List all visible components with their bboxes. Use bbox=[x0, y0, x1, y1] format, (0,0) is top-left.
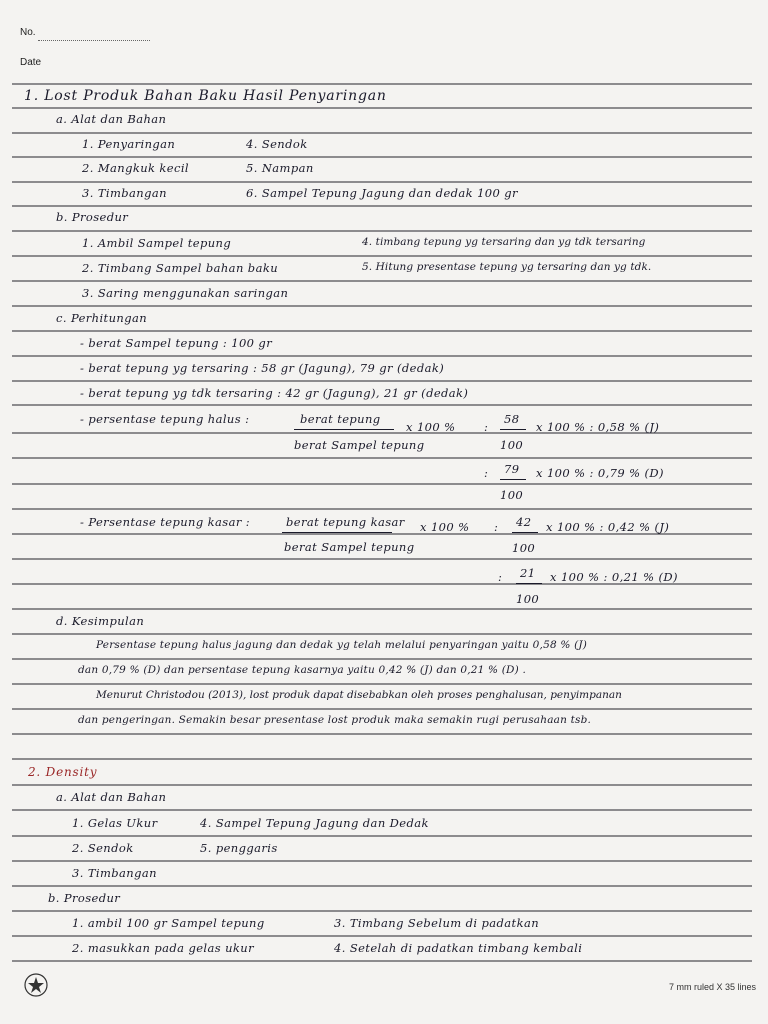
star-logo-icon bbox=[22, 972, 50, 1000]
s1-alat-item-1: 1. Penyaringan bbox=[82, 137, 176, 151]
calc-halus-numerator: berat tepung bbox=[300, 412, 381, 426]
calc-kasar-dedak-den: 100 bbox=[516, 592, 540, 606]
s1-alat-item-2: 2. Mangkuk kecil bbox=[82, 161, 189, 175]
s1-prosedur-step-4: 4. timbang tepung yg tersaring dan yg tdk tersaring bbox=[362, 236, 646, 248]
section2-prosedur-heading: b. Prosedur bbox=[48, 891, 121, 905]
s2-prosedur-step-3: 3. Timbang Sebelum di padatkan bbox=[334, 916, 540, 930]
kesimpulan-line-1: Persentase tepung halus jagung dan dedak yg telah melalui penyaringan yaitu 0,58 % (J) bbox=[96, 639, 588, 651]
calc-kasar-jagung-result: x 100 % : 0,42 % (J) bbox=[546, 520, 670, 534]
section2-title: 2. Density bbox=[28, 765, 98, 779]
kesimpulan-line-2: dan 0,79 % (D) dan persentase tepung kasarnya yaitu 0,42 % (J) dan 0,21 % (D) . bbox=[78, 664, 527, 676]
calc-halus-dedak-num: 79 bbox=[504, 462, 520, 476]
section1-perhitungan-heading: c. Perhitungan bbox=[56, 311, 148, 325]
no-dotted-line bbox=[38, 40, 150, 41]
calc-kasar-jagung-den: 100 bbox=[512, 541, 536, 555]
calc-kasar-times100: x 100 % bbox=[420, 520, 470, 534]
s2-alat-item-2: 2. Sendok bbox=[72, 841, 134, 855]
ruling-footer: 7 mm ruled X 35 lines bbox=[668, 982, 756, 992]
fraction-bar bbox=[294, 429, 394, 430]
calc-tdk-tersaring: - berat tepung yg tdk tersaring : 42 gr (Jagung), 21 gr (dedak) bbox=[80, 386, 469, 400]
calc-kasar-label: - Persentase tepung kasar : bbox=[80, 515, 251, 529]
s1-alat-item-4: 4. Sendok bbox=[246, 137, 308, 151]
s1-alat-item-6: 6. Sampel Tepung Jagung dan dedak 100 gr bbox=[246, 186, 518, 200]
calc-eq: : bbox=[484, 420, 489, 434]
calc-eq: : bbox=[484, 466, 489, 480]
s2-alat-item-5: 5. penggaris bbox=[200, 841, 278, 855]
date-label: Date bbox=[20, 57, 42, 68]
calc-kasar-dedak-num: 21 bbox=[520, 566, 536, 580]
s2-alat-item-3: 3. Timbangan bbox=[72, 866, 157, 880]
section1-prosedur-heading: b. Prosedur bbox=[56, 210, 129, 224]
calc-halus-label: - persentase tepung halus : bbox=[80, 412, 250, 426]
calc-halus-dedak-den: 100 bbox=[500, 488, 524, 502]
s1-prosedur-step-3: 3. Saring menggunakan saringan bbox=[82, 286, 289, 300]
s2-alat-item-4: 4. Sampel Tepung Jagung dan Dedak bbox=[200, 816, 429, 830]
s2-prosedur-step-1: 1. ambil 100 gr Sampel tepung bbox=[72, 916, 265, 930]
s1-prosedur-step-5: 5. Hitung presentase tepung yg tersaring dan yg tdk. bbox=[362, 261, 652, 273]
calc-eq: : bbox=[498, 570, 503, 584]
kesimpulan-line-3: Menurut Christodou (2013), lost produk dapat disebabkan oleh proses penghalusan, penyimpanan bbox=[96, 689, 622, 701]
fraction-bar bbox=[516, 583, 542, 584]
calc-halus-jagung-num: 58 bbox=[504, 412, 520, 426]
fraction-bar bbox=[512, 532, 538, 533]
s2-prosedur-step-2: 2. masukkan pada gelas ukur bbox=[72, 941, 254, 955]
calc-halus-times100: x 100 % bbox=[406, 420, 456, 434]
calc-kasar-denominator: berat Sampel tepung bbox=[284, 540, 415, 554]
calc-eq: : bbox=[494, 520, 499, 534]
s1-alat-item-5: 5. Nampan bbox=[246, 161, 314, 175]
calc-halus-denominator: berat Sampel tepung bbox=[294, 438, 425, 452]
section1-kesimpulan-heading: d. Kesimpulan bbox=[56, 614, 145, 628]
no-label: No. bbox=[20, 27, 36, 38]
section1-alat-heading: a. Alat dan Bahan bbox=[56, 112, 167, 126]
calc-tersaring: - berat tepung yg tersaring : 58 gr (Jagung), 79 gr (dedak) bbox=[80, 361, 445, 375]
s1-prosedur-step-2: 2. Timbang Sampel bahan baku bbox=[82, 261, 278, 275]
kesimpulan-line-4: dan pengeringan. Semakin besar presentase lost produk maka semakin rugi perusahaan tsb. bbox=[78, 714, 592, 726]
s2-prosedur-step-4: 4. Setelah di padatkan timbang kembali bbox=[334, 941, 583, 955]
calc-kasar-dedak-result: x 100 % : 0,21 % (D) bbox=[550, 570, 678, 584]
fraction-bar bbox=[282, 532, 392, 533]
fraction-bar bbox=[500, 479, 526, 480]
section2-alat-heading: a. Alat dan Bahan bbox=[56, 790, 167, 804]
s2-alat-item-1: 1. Gelas Ukur bbox=[72, 816, 158, 830]
calc-halus-dedak-result: x 100 % : 0,79 % (D) bbox=[536, 466, 664, 480]
s1-alat-item-3: 3. Timbangan bbox=[82, 186, 167, 200]
s1-prosedur-step-1: 1. Ambil Sampel tepung bbox=[82, 236, 232, 250]
fraction-bar bbox=[500, 429, 526, 430]
calc-kasar-jagung-num: 42 bbox=[516, 515, 532, 529]
calc-halus-jagung-result: x 100 % : 0,58 % (J) bbox=[536, 420, 660, 434]
calc-halus-jagung-den: 100 bbox=[500, 438, 524, 452]
section1-title: 1. Lost Produk Bahan Baku Hasil Penyaringan bbox=[24, 88, 387, 104]
calc-kasar-numerator: berat tepung kasar bbox=[286, 515, 405, 529]
calc-berat-sampel: - berat Sampel tepung : 100 gr bbox=[80, 336, 273, 350]
